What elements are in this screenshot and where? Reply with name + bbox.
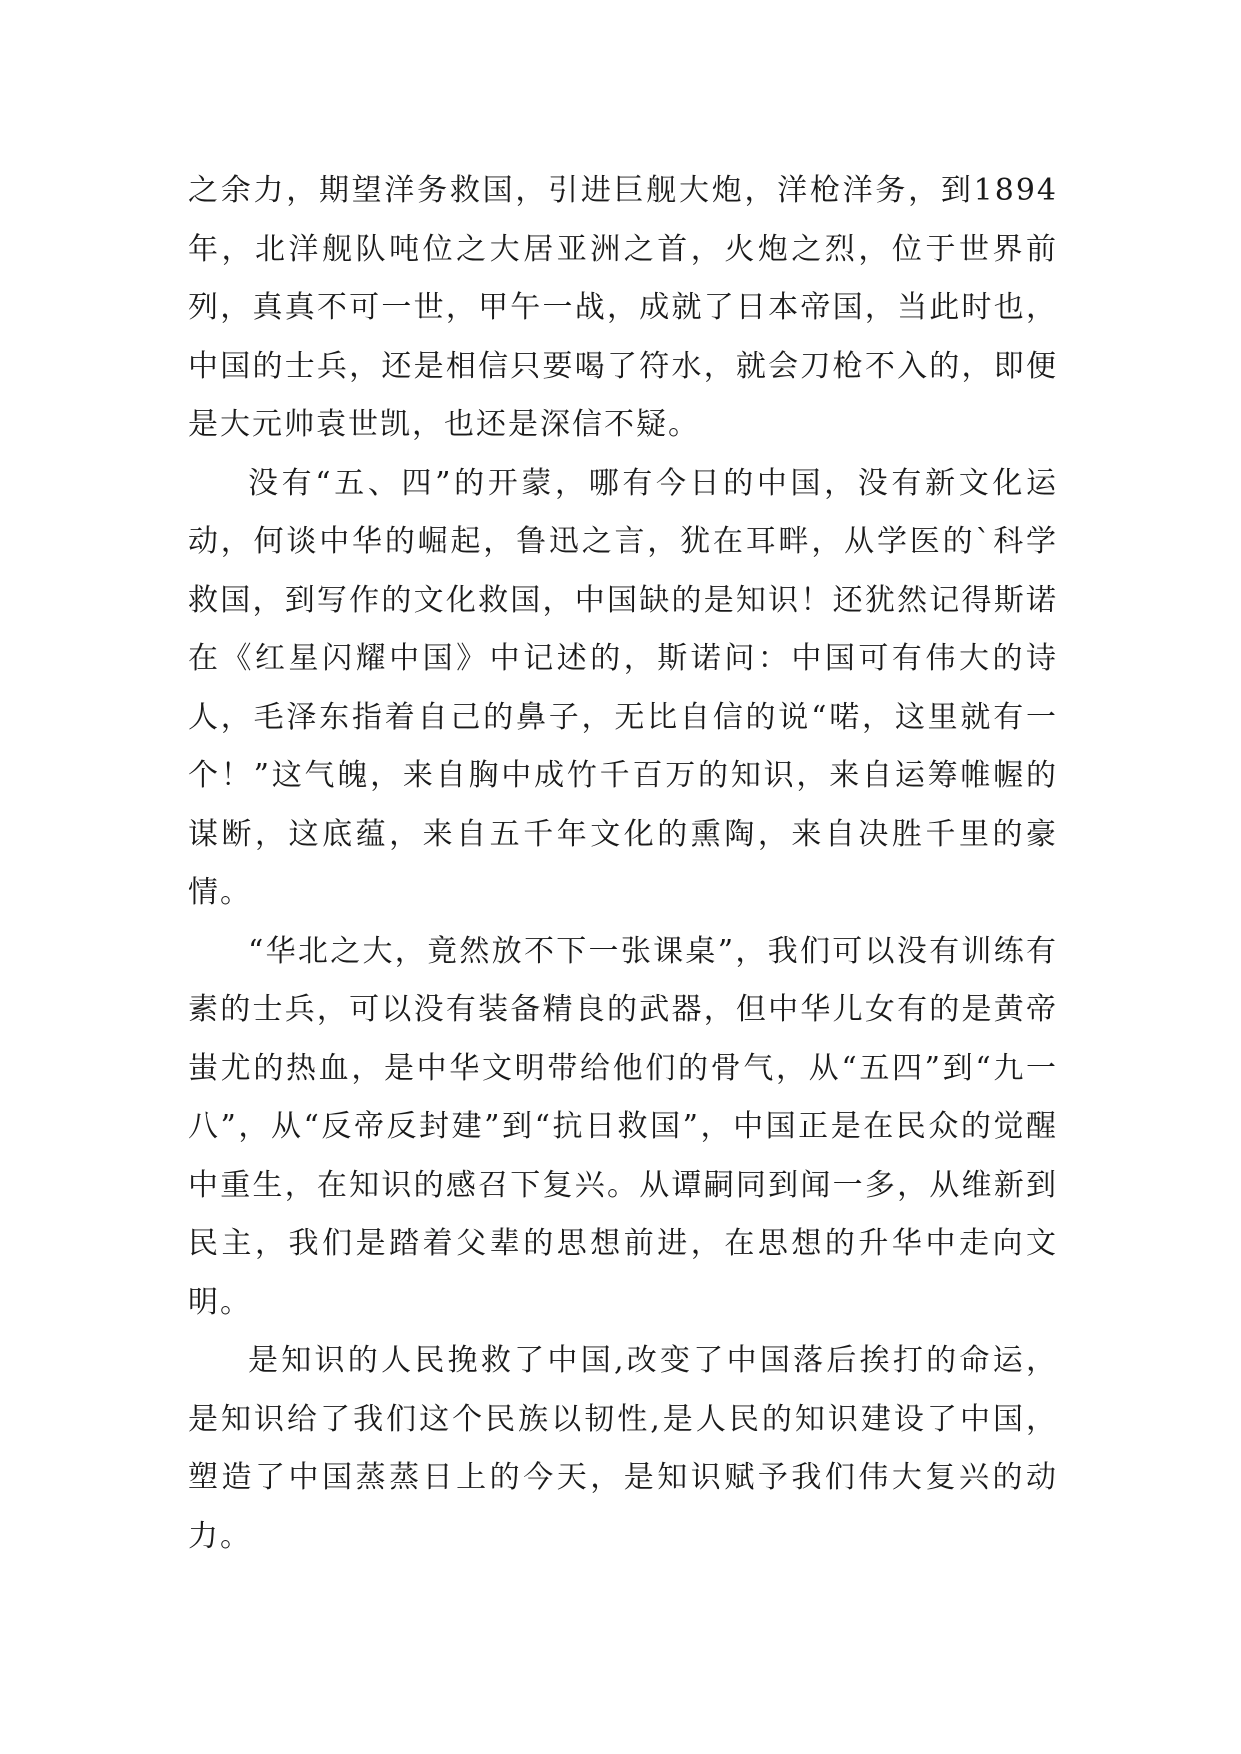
document-body [188, 162, 1058, 1566]
paragraph-1: 之余力，期望洋务救国，引进巨舰大炮，洋枪洋务，到1894年，北洋舰队吨位之大居亚洲之首，火炮之烈，位于世界前列，真真不可一世，甲午一战，成就了日本帝国，当此时也，中国的士兵，还是相信只要喝了符水，就会刀枪不入的，即便是大元帅袁世凯，也还是深信不疑。 [188, 173, 1058, 442]
paragraph-4: 是知识的人民挽救了中国,改变了中国落后挨打的命运，是知识给了我们这个民族以韧性,是人民的知识建设了中国，塑造了中国蒸蒸日上的今天，是知识赋予我们伟大复兴的动力。 [188, 1343, 1058, 1554]
paragraph-3: “华北之大，竟然放不下一张课桌”，我们可以没有训练有素的士兵，可以没有装备精良的武器，但中华儿女有的是黄帝蚩尤的热血，是中华文明带给他们的骨气，从“五四”到“九一八”，从“反帝反封建”到“抗日救国”，中国正是在民众的觉醒中重生，在知识的感召下复兴。从谭嗣同到闻一多，从维新到民主，我们是踏着父辈的思想前进，在思想的升华中走向文明。 [188, 933, 1058, 1320]
paragraph-2: 没有“五、四”的开蒙，哪有今日的中国，没有新文化运动，何谈中华的崛起，鲁迅之言，犹在耳畔，从学医的`科学救国，到写作的文化救国，中国缺的是知识！还犹然记得斯诺在《红星闪耀中国》中记述的，斯诺问：中国可有伟大的诗人，毛泽东指着自己的鼻子，无比自信的说“喏，这里就有一个！”这气魄，来自胸中成竹千百万的知识，来自运筹帷幄的谋断，这底蕴，来自五千年文化的熏陶，来自决胜千里的豪情。 [188, 465, 1058, 910]
